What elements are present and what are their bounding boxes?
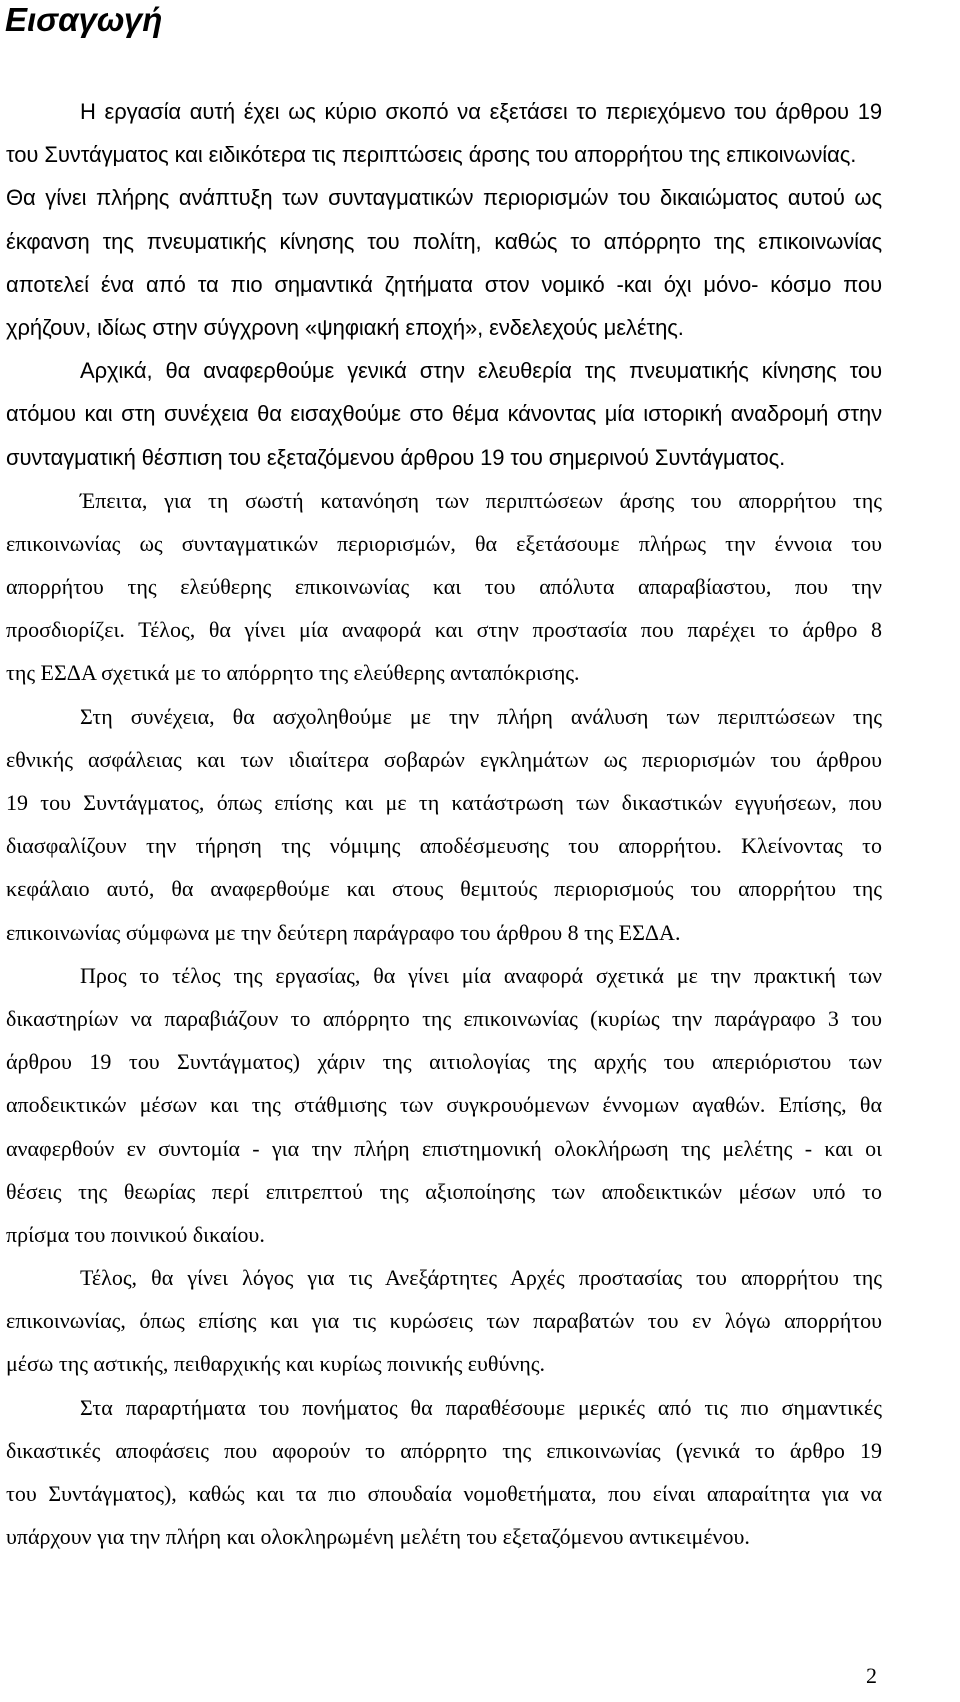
text-line: ατόμου και στη συνέχεια θα εισαχθούμε στο θέμα κάνοντας μία ιστορική αναδρομή στην — [6, 401, 882, 427]
page-number: 2 — [866, 1663, 877, 1688]
text-line: Έπειτα, για τη σωστή κατανόηση των περιπτώσεων άρσης του απορρήτου της — [80, 487, 882, 513]
text-line: 19 του Συντάγματος, όπως επίσης και με τη κατάστρωση των δικαστικών εγγυήσεων, που — [6, 790, 882, 815]
text-line: απορρήτου της ελεύθερης επικοινωνίας και του απόλυτα απαραβίαστου, που την — [6, 574, 882, 600]
text-line: δικαστηρίων να παραβιάζουν το απόρρητο της επικοινωνίας (κυρίως την παράγραφο 3 του — [6, 1005, 882, 1031]
text-line: Τέλος, θα γίνει λόγος για τις Ανεξάρτητες Αρχές προστασίας του απορρήτου της — [80, 1265, 882, 1291]
page-title: Εισαγωγή — [5, 1, 163, 38]
text-line: μέσω της αστικής, πειθαρχικής και κυρίως ποινικής ευθύνης. — [6, 1351, 545, 1377]
text-line: υπάρχουν για την πλήρη και ολοκληρωμένη μελέτη του εξεταζόμενου αντικειμένου. — [6, 1524, 750, 1550]
text-line: έκφανση της πνευματικής κίνησης του πολίτη, καθώς το απόρρητο της επικοινωνίας — [6, 228, 882, 254]
text-line: θέσεις της θεωρίας περί επιτρεπτού της αξιοποίησης των αποδεικτικών μέσων υπό το — [6, 1178, 882, 1204]
text-line: επικοινωνίας ως συνταγματικών περιορισμών, θα εξετάσουμε πλήρως την έννοια του — [6, 530, 882, 556]
text-line: άρθρου 19 του Συντάγματος) χάριν της αιτιολογίας της αρχής του απεριόριστου των — [6, 1049, 882, 1075]
text-line: Στη συνέχεια, θα ασχοληθούμε με την πλήρη ανάλυση των περιπτώσεων της — [80, 703, 882, 729]
text-line: του Συντάγματος), καθώς και τα πιο σπουδαία νομοθετήματα, που είναι απαραίτητα για να — [6, 1481, 882, 1506]
text-line: διασφαλίζουν την τήρηση της νόμιμης αποδέσμευσης του απορρήτου. Κλείνοντας το — [6, 833, 882, 859]
text-line: συνταγματική θέσπιση του εξεταζόμενου άρθρου 19 του σημερινού Συντάγματος. — [6, 444, 786, 470]
text-line: αποδεικτικών μέσων και της στάθμισης των συγκρουόμενων έννομων αγαθών. Επίσης, θα — [6, 1092, 882, 1118]
text-line: κεφάλαιο αυτό, θα αναφερθούμε και στους θεμιτούς περιορισμούς του απορρήτου της — [6, 876, 882, 902]
text-line: Στα παραρτήματα του πονήματος θα παραθέσουμε μερικές από τις πιο σημαντικές — [80, 1394, 882, 1420]
text-line: επικοινωνίας, όπως επίσης και για τις κυρώσεις των παραβατών του εν λόγω απορρήτου — [6, 1308, 882, 1334]
text-line: αναφερθούν εν συντομία - για την πλήρη επιστημονική ολοκλήρωση της μελέτης - και οι — [6, 1135, 882, 1161]
text-line: Η εργασία αυτή έχει ως κύριο σκοπό να εξετάσει το περιεχόμενο του άρθρου 19 — [80, 99, 882, 124]
text-line: εθνικής ασφάλειας και των ιδιαίτερα σοβαρών εγκλημάτων ως περιορισμών του άρθρου — [6, 746, 882, 772]
text-line: της ΕΣΔΑ σχετικά με το απόρρητο της ελεύθερης ανταπόκρισης. — [6, 660, 580, 686]
text-line: πρίσμα του ποινικού δικαίου. — [6, 1221, 265, 1247]
text-line: επικοινωνίας σύμφωνα με την δεύτερη παράγραφο του άρθρου 8 της ΕΣΔΑ. — [6, 919, 681, 945]
text-line: αποτελεί ένα από τα πιο σημαντικά ζητήματα στον νομικό -και όχι μόνο- κόσμο που — [6, 271, 882, 297]
text-line: χρήζουν, ιδίως στην σύγχρονη «ψηφιακή εποχή», ενδελεχούς μελέτης. — [6, 314, 684, 340]
text-line: Προς το τέλος της εργασίας, θα γίνει μία αναφορά σχετικά με την πρακτική των — [80, 962, 882, 988]
text-line: του Συντάγματος και ειδικότερα τις περιπτώσεις άρσης του απορρήτου της επικοινωνίας. — [6, 142, 857, 168]
body-text — [6, 90, 882, 1558]
text-line: Αρχικά, θα αναφερθούμε γενικά στην ελευθερία της πνευματικής κίνησης του — [80, 358, 882, 384]
text-line: δικαστικές αποφάσεις που αφορούν το απόρρητο της επικοινωνίας (γενικά το άρθρο 19 — [6, 1437, 882, 1463]
text-line: προσδιορίζει. Τέλος, θα γίνει μία αναφορά και στην προστασία που παρέχει το άρθρο 8 — [6, 617, 882, 643]
text-line: Θα γίνει πλήρης ανάπτυξη των συνταγματικών περιορισμών του δικαιώματος αυτού ως — [6, 185, 882, 211]
